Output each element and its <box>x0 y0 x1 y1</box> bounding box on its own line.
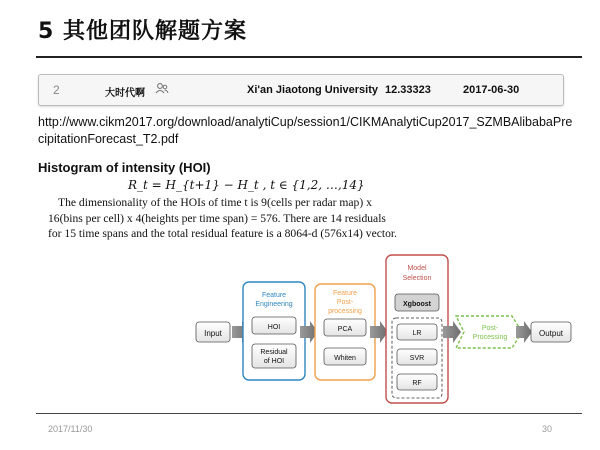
svr-label: SVR <box>409 355 425 362</box>
footer-date: 2017/11/30 <box>48 424 93 434</box>
rf-label: RF <box>412 380 422 387</box>
feature-engineering-title-2: Engineering <box>255 301 293 308</box>
residual-hoi-label-2: of HOI <box>263 358 285 365</box>
rank-number: 2 <box>53 83 60 97</box>
pca-label: PCA <box>337 326 353 333</box>
whiten-label: Whiten <box>334 355 356 362</box>
submission-date: 2017-06-30 <box>463 84 520 96</box>
page-number: 30 <box>542 424 553 434</box>
people-icon[interactable] <box>155 82 169 96</box>
input-label: Input <box>204 329 222 338</box>
output-label: Output <box>538 329 564 338</box>
hoi-label: HOI <box>267 324 281 331</box>
post-processing-shape <box>456 316 522 348</box>
footer-divider <box>36 413 582 414</box>
residual-hoi-label-1: Residual <box>260 349 288 356</box>
model-selection-title-2: Selection <box>402 275 432 282</box>
team-name: 大时代啊 <box>105 88 145 99</box>
pipeline-diagram <box>194 254 580 406</box>
arrow-5 <box>516 321 532 343</box>
lr-label: LR <box>412 330 422 337</box>
leaderboard-row <box>38 74 564 106</box>
feature-post-title-1: Feature <box>332 290 358 297</box>
xgboost-label: Xgboost <box>403 301 431 308</box>
residual-formula: R_t = H_{t+1} − H_t , t ∈ {1,2, …,14} <box>128 178 365 192</box>
post-processing-title-2: Processing <box>472 334 508 341</box>
university-name: Xi'an Jiaotong University <box>247 84 378 96</box>
section-heading: Histogram of intensity (HOI) <box>38 160 211 175</box>
score-value: 12.33323 <box>385 84 431 96</box>
feature-engineering-title-1: Feature <box>261 292 287 299</box>
feature-post-title-3: processing <box>328 308 362 315</box>
slide-title: 5 其他团队解题方案 <box>38 19 247 44</box>
description-paragraph: The dimensionality of the HOIs of time t is 9(cells per radar map) x 16(bins per cell) x 4(heights per time span) = 576. There are 14 residuals for 15 time spans and the total residual feature is a 8064-d (576x14) vector. <box>48 196 398 240</box>
feature-post-title-2: Post- <box>336 299 354 306</box>
model-selection-title-1: Model <box>407 265 427 272</box>
post-processing-title-1: Post- <box>481 325 499 332</box>
source-url[interactable]: http://www.cikm2017.org/download/analytiCup/session1/CIKMAnalytiCup2017_SZMBAlibabaPrecipitationForecast_T2.pdf <box>38 115 573 146</box>
title-divider <box>36 56 582 58</box>
